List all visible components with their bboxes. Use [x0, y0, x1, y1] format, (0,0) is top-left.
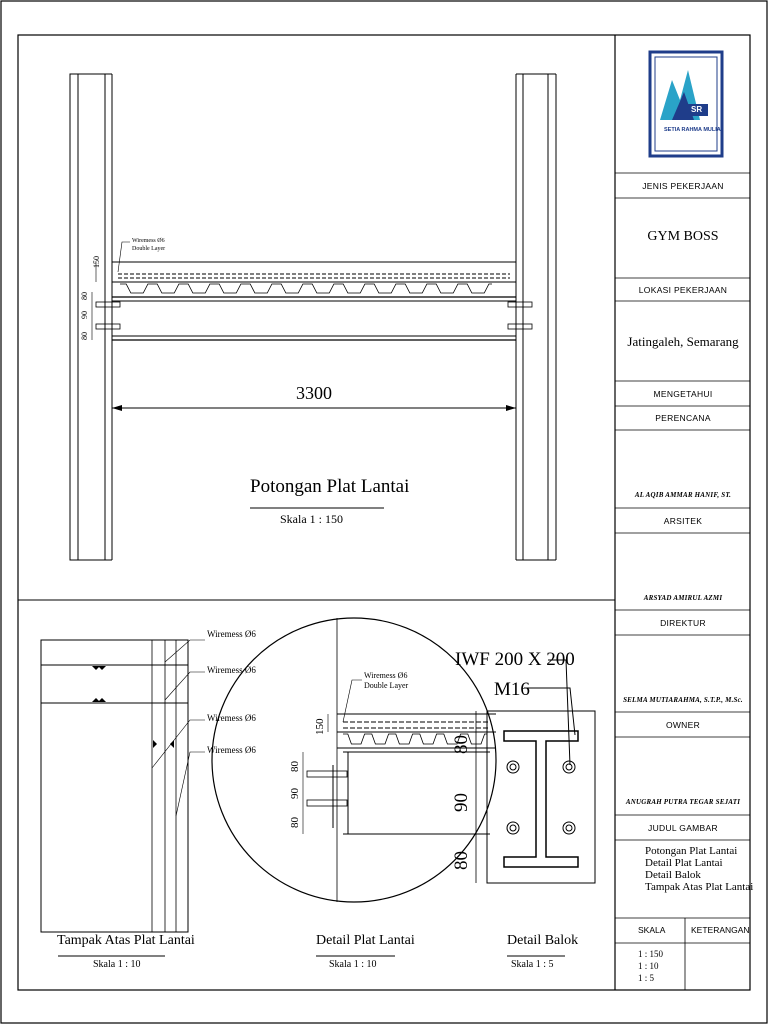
perencana-name: AL AQIB AMMAR HANIF, ST. [634, 491, 732, 499]
beam-dim-a: 80 [451, 735, 472, 754]
skala-item-3: 1 : 5 [638, 973, 655, 983]
perencana-label: PERENCANA [655, 413, 711, 423]
plan-label-3: Wiremess Ø6 [207, 713, 256, 723]
section-dim-c: 80 [80, 332, 89, 340]
span-dimension: 3300 [296, 383, 332, 403]
plan-label-2: Wiremess Ø6 [207, 665, 256, 675]
slab-detail-dim-slab: 150 [314, 718, 326, 735]
beam-dim-c: 80 [451, 851, 472, 870]
jenis-value: GYM BOSS [647, 229, 719, 244]
mengetahui-label: MENGETAHUI [653, 389, 713, 399]
slab-detail-scale: Skala 1 : 10 [329, 959, 377, 970]
steel-deck [120, 284, 492, 293]
slab-detail-dim-b: 90 [289, 788, 301, 799]
section-dim-slab: 150 [92, 256, 101, 268]
keterangan-label: KETERANGAN [691, 925, 750, 935]
left-column-flange-outer [70, 74, 78, 560]
section-scale: Skala 1 : 150 [280, 512, 343, 526]
judul-item-3: Detail Balok [645, 869, 701, 881]
plan-label-4: Wiremess Ø6 [207, 745, 256, 755]
beam-dim-b: 90 [451, 793, 472, 812]
slab-detail-dim-c: 80 [289, 817, 301, 828]
direktur-name: SELMA MUTIARAHMA, S.T.P., M.Sc. [623, 696, 743, 704]
slab-detail-dim-a: 80 [289, 761, 301, 772]
slab-detail-title: Detail Plat Lantai [316, 933, 415, 948]
skala-item-1: 1 : 150 [638, 949, 664, 959]
judul-label: JUDUL GAMBAR [648, 823, 718, 833]
plan-title: Tampak Atas Plat Lantai [57, 933, 195, 948]
arsitek-label: ARSITEK [663, 516, 703, 526]
section-note-line1: Wiremess Ø6 [132, 238, 165, 244]
plan-label-1: Wiremess Ø6 [207, 629, 256, 639]
beam-detail [476, 660, 595, 956]
beam-bolt-label: M16 [494, 679, 530, 700]
plan-scale: Skala 1 : 10 [93, 959, 141, 970]
slab-detail-note-line2: Double Layer [364, 681, 409, 690]
judul-item-4: Tampak Atas Plat Lantai [645, 881, 754, 893]
plan-view [41, 640, 205, 956]
judul-item-2: Detail Plat Lantai [645, 857, 723, 869]
beam-section-label: IWF 200 X 200 [455, 649, 575, 670]
direktur-label: DIREKTUR [660, 618, 706, 628]
owner-label: OWNER [665, 720, 701, 730]
lokasi-label: LOKASI PEKERJAAN [638, 285, 728, 295]
section-title: Potongan Plat Lantai [250, 476, 410, 497]
lokasi-value: Jatingaleh, Semarang [627, 334, 739, 349]
section-note-line2: Double Layer [132, 246, 166, 252]
logo-mark: SR [691, 105, 703, 114]
section-dim-b: 90 [80, 311, 89, 319]
iwf-section [504, 731, 578, 867]
skala-item-2: 1 : 10 [638, 961, 659, 971]
logo-text: SETIA RAHMA MULIA [664, 127, 721, 133]
judul-item-1: Potongan Plat Lantai [645, 845, 738, 857]
slab-detail-note-line1: Wiremess Ø6 [364, 671, 408, 680]
company-logo [650, 52, 722, 156]
beam-detail-scale: Skala 1 : 5 [511, 959, 554, 970]
beam-detail-title: Detail Balok [507, 933, 579, 948]
arsitek-name: ARSYAD AMIRUL AZMI [643, 594, 723, 602]
owner-name: ANUGRAH PUTRA TEGAR SEJATI [625, 798, 741, 806]
section-dim-a: 80 [80, 292, 89, 300]
jenis-label: JENIS PEKERJAAN [642, 181, 724, 191]
skala-label: SKALA [638, 925, 666, 935]
inner-frame [18, 35, 750, 990]
